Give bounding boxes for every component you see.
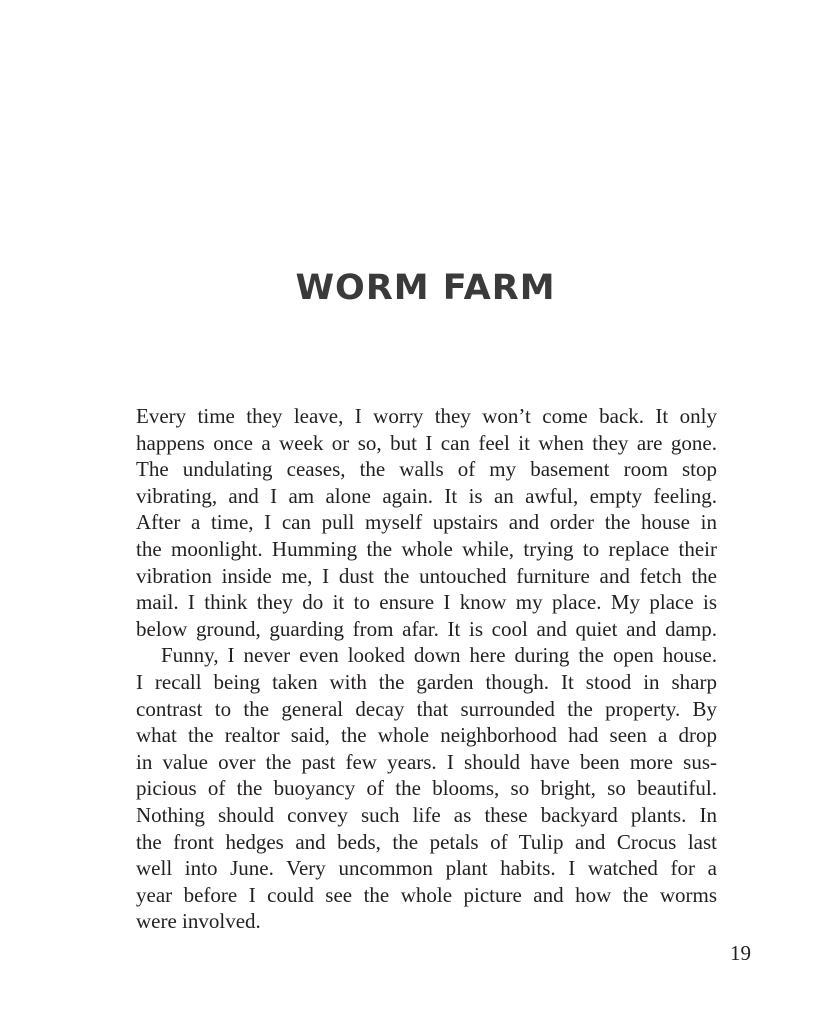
text-line: year before I could see the whole picture and how the worms <box>136 882 717 907</box>
body-text <box>136 403 717 935</box>
text-line: below ground, guarding from afar. It is cool and quiet and damp. <box>136 616 717 641</box>
text-line: vibrating, and I am alone again. It is an awful, empty feeling. <box>136 483 717 508</box>
text-line: mail. I think they do it to ensure I know my place. My place is <box>136 590 717 615</box>
page-number: 19 <box>730 941 751 965</box>
text-line: happens once a week or so, but I can feel it when they are gone. <box>136 430 717 455</box>
text-line: the moonlight. Humming the whole while, trying to replace their <box>136 536 717 561</box>
text-line: Every time they leave, I worry they won’t come back. It only <box>136 404 717 428</box>
text-line: Funny, I never even looked down here during the open house. <box>161 643 717 668</box>
text-line: The undulating ceases, the walls of my basement room stop <box>136 457 717 482</box>
text-line: After a time, I can pull myself upstairs and order the house in <box>136 510 717 535</box>
text-line: were involved. <box>136 909 261 934</box>
text-line: picious of the buoyancy of the blooms, so bright, so beautiful. <box>136 776 717 801</box>
text-line: the front hedges and beds, the petals of Tulip and Crocus last <box>136 829 717 854</box>
text-line: in value over the past few years. I should have been more sus- <box>136 749 717 774</box>
text-line: well into June. Very uncommon plant habits. I watched for a <box>136 856 717 881</box>
text-line: Nothing should convey such life as these backyard plants. In <box>136 802 717 827</box>
chapter-title: WORM FARM <box>295 268 556 308</box>
text-line: vibration inside me, I dust the untouched furniture and fetch the <box>136 563 717 588</box>
text-line: I recall being taken with the garden though. It stood in sharp <box>136 669 717 694</box>
text-line: what the realtor said, the whole neighborhood had seen a drop <box>136 723 717 748</box>
text-line: contrast to the general decay that surrounded the property. By <box>136 696 717 721</box>
